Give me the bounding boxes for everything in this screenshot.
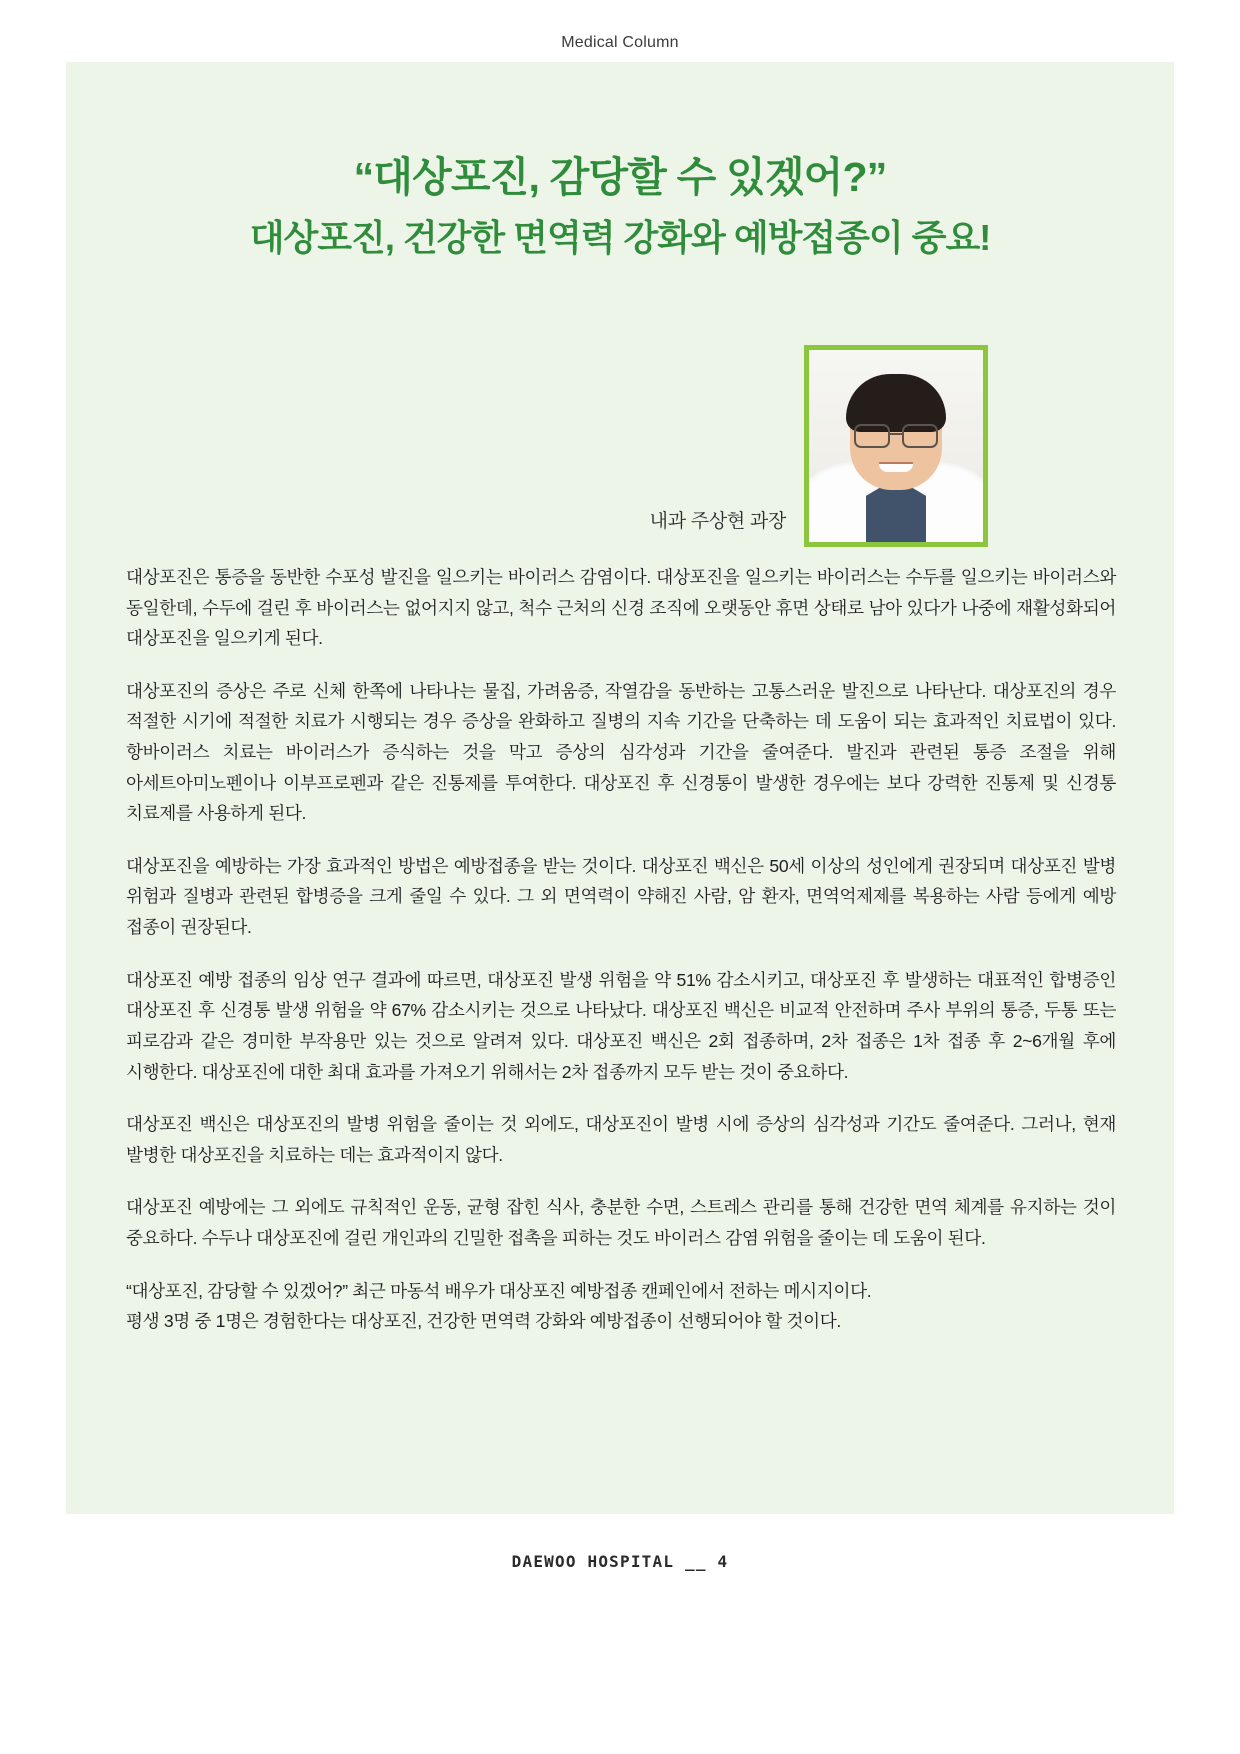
article-title-sub: 대상포진, 건강한 면역력 강화와 예방접종이 중요!: [249, 217, 991, 259]
closing-line: 평생 3명 중 1명은 경험한다는 대상포진, 건강한 면역력 강화와 예방접종이 선행되어야 할 것이다.: [126, 1311, 841, 1332]
glasses-icon: [854, 424, 938, 446]
article-panel: [66, 62, 1174, 1514]
closing-line: “대상포진, 감당할 수 있겠어?” 최근 마동석 배우가 대상포진 예방접종 캔페인에서 전하는 메시지이다.: [126, 1280, 872, 1301]
portrait-smile: [879, 464, 913, 472]
paragraph: 대상포진 예방에는 그 외에도 규칙적인 운동, 균형 잡힌 식사, 충분한 수면, 스트레스 관리를 통해 건강한 면역 체계를 유지하는 것이 중요하다. 수두나 대상포진에 걸린 개인과의 긴밀한 접촉을 피하는 것도 바이러스 감염 위험을 줄이는 데 도움이 된다.: [126, 1197, 1116, 1248]
paragraph: 대상포진의 증상은 주로 신체 한쪽에 나타나는 물집, 가려움증, 작열감을 동반하는 고통스러운 발진으로 나타난다. 대상포진의 경우 적절한 시기에 적절한 치료가 시행되는 경우 증상을 완화하고 질병의 지속 기간을 단축하는 데 도움이 되는 효과적인 치료법이 있다. 항바이러스 치료는 바이러스가 증식하는 것을 막고 증상의 심각성과 기간을 줄여준다. 발진과 관련된 통증 조절을 위해 아세트아미노펜이나 이부프로펜과 같은 진통제를 투여한다. 대상포진 후 신경통이 발생한 경우에는 보다 강력한 진통제 및 신경통 치료제를 사용하게 된다.: [126, 680, 1116, 824]
paragraph: 대상포진은 통증을 동반한 수포성 발진을 일으키는 바이러스 감염이다. 대상포진을 일으키는 바이러스는 수두를 일으키는 바이러스와 동일한데, 수두에 걸린 후 바이러스는 없어지지 않고, 척수 근처의 신경 조직에 오랫동안 휴면 상태로 남아 있다가 나중에 재활성화되어 대상포진을 일으키게 된다.: [126, 567, 1116, 649]
author-byline: 내과 주상현 과장: [649, 511, 786, 532]
paragraph: 대상포진 예방 접종의 임상 연구 결과에 따르면, 대상포진 발생 위험을 약 51% 감소시키고, 대상포진 후 발생하는 대표적인 합병증인 대상포진 후 신경통 발생 위험을 약 67% 감소시키는 것으로 나타났다. 대상포진 백신은 비교적 안전하며 주사 부위의 통증, 두통 또는 피로감과 같은 경미한 부작용만 있는 것으로 알려져 있다. 대상포진 백신은 2회 접종하며, 2차 접종은 1차 접종 후 2~6개월 후에 시행한다. 대상포진에 대한 최대 효과를 가져오기 위해서는 2차 접종까지 모두 받는 것이 중요하다.: [126, 969, 1116, 1082]
footer-text: DAEWOO HOSPITAL __ 4: [511, 1552, 729, 1571]
doctor-photo: [804, 345, 988, 547]
glasses-bridge: [888, 433, 904, 435]
page-footer: [0, 1552, 1240, 1572]
closing-paragraph: [126, 1276, 1116, 1337]
paragraph: 대상포진을 예방하는 가장 효과적인 방법은 예방접종을 받는 것이다. 대상포진 백신은 50세 이상의 성인에게 권장되며 대상포진 발병 위험과 질병과 관련된 합병증을 크게 줄일 수 있다. 그 외 면역력이 약해진 사람, 암 환자, 면역억제제를 복용하는 사람 등에게 예방 접종이 권장된다.: [126, 855, 1116, 938]
title-block: [66, 152, 1174, 262]
article-title-main: “대상포진, 감당할 수 있겠어?”: [353, 154, 887, 200]
section-label: Medical Column: [514, 34, 726, 64]
doctor-portrait-image: [809, 350, 983, 542]
paragraph: 대상포진 백신은 대상포진의 발병 위험을 줄이는 것 외에도, 대상포진이 발병 시에 증상의 심각성과 기간도 줄여준다. 그러나, 현재 발병한 대상포진을 치료하는 데는 효과적이지 않다.: [126, 1114, 1116, 1165]
article-body: [126, 562, 1116, 1337]
page-header: [0, 34, 1240, 64]
